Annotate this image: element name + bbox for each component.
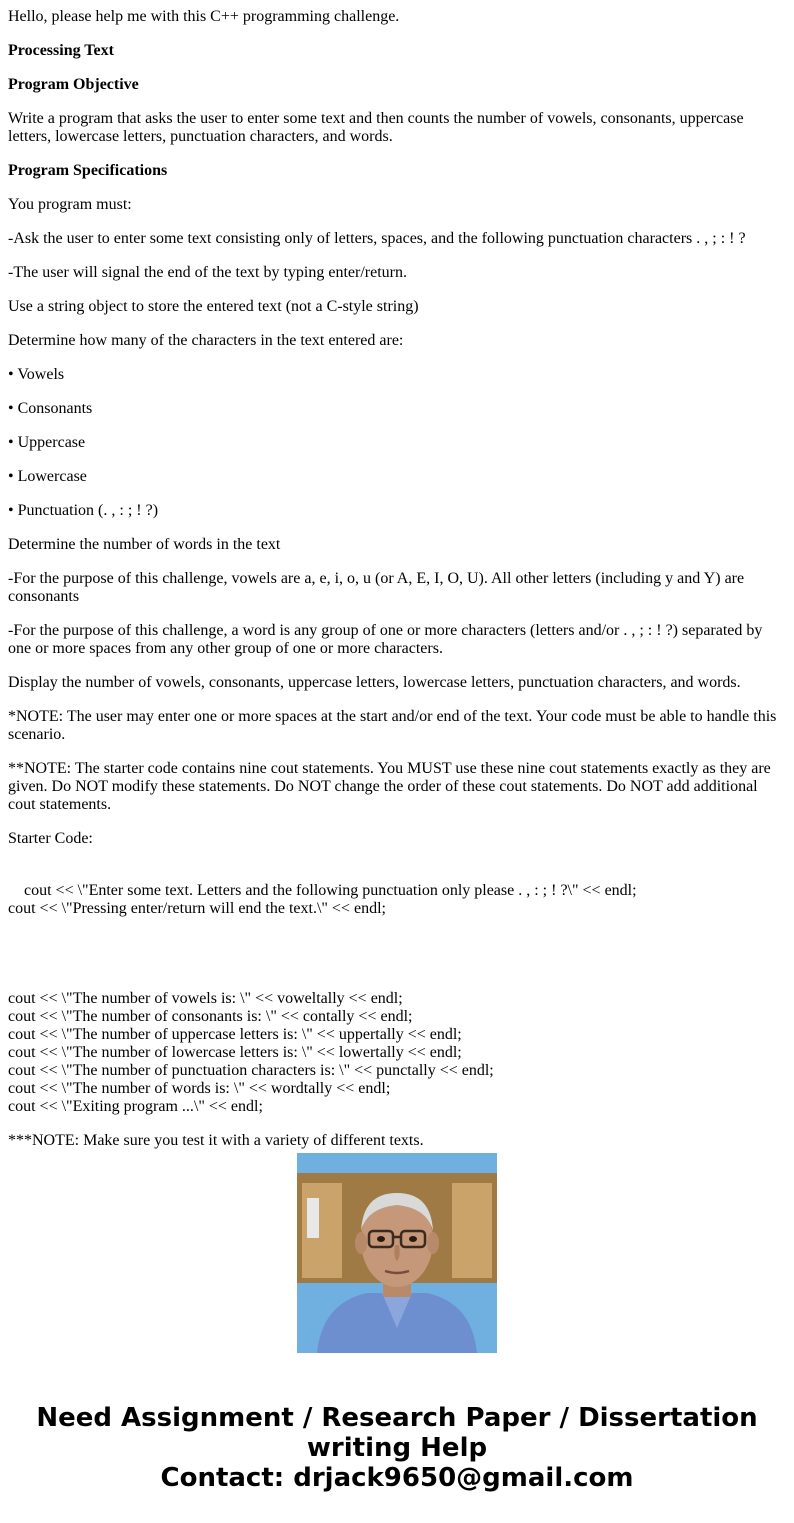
code-line-blank: [8, 918, 786, 936]
spec-determine: Determine how many of the characters in the text entered are:: [8, 332, 404, 349]
banner-line-2: writing Help: [306, 1433, 488, 1463]
category-uppercase: • Uppercase: [8, 434, 86, 451]
category-lowercase: • Lowercase: [8, 468, 87, 485]
tutor-photo: [297, 1153, 497, 1353]
tutor-portrait-image: [297, 1153, 497, 1353]
note-1: *NOTE: The user may enter one or more spaces at the start and/or end of the text. Your code must be able to handle this scenario.: [8, 708, 777, 743]
code-line-blank: [8, 954, 786, 972]
intro-text: Hello, please help me with this C++ programming challenge.: [8, 8, 400, 25]
banner-contact: Contact: drjack9650@gmail.com: [160, 1463, 634, 1493]
help-banner: [0, 1403, 794, 1493]
display-text: Display the number of vowels, consonants, uppercase letters, lowercase letters, punctuation characters, and words.: [8, 674, 741, 691]
spec-ask: -Ask the user to enter some text consisting only of letters, spaces, and the following punctuation characters . , ; : ! ?: [8, 230, 746, 247]
spec-signal: -The user will signal the end of the text by typing enter/return.: [8, 264, 407, 281]
objective-heading: Program Objective: [8, 76, 139, 93]
note-2: **NOTE: The starter code contains nine cout statements. You MUST use these nine cout statements exactly as they are given. Do NOT modify these statements. Do NOT change the order of these cout statements. Do NOT add additional cout statements.: [8, 760, 771, 813]
code-line: cout << \"Exiting program ...\" << endl;: [8, 1098, 263, 1115]
category-punctuation: • Punctuation (. , : ; ! ?): [8, 502, 159, 519]
code-line: cout << \"Pressing enter/return will end the text.\" << endl;: [8, 900, 386, 917]
category-vowels: • Vowels: [8, 366, 65, 383]
spec-string: Use a string object to store the entered text (not a C-style string): [8, 298, 419, 315]
problem-title: Processing Text: [8, 42, 114, 59]
code-line: cout << \"The number of vowels is: \" << voweltally << endl;: [8, 990, 403, 1007]
objective-text: Write a program that asks the user to enter some text and then counts the number of vowels, consonants, uppercase letters, lowercase letters, punctuation characters, and words.: [8, 110, 744, 145]
code-line-blank: [8, 864, 786, 882]
code-line: cout << \"The number of punctuation characters is: \" << punctally << endl;: [8, 1062, 494, 1079]
code-line: cout << \"The number of consonants is: \" << contally << endl;: [8, 1008, 413, 1025]
code-line-blank: [8, 972, 786, 990]
must-text: You program must:: [8, 196, 132, 213]
word-definition: -For the purpose of this challenge, a word is any group of one or more characters (letters and/or . , ; : ! ?) separated by one or more spaces from any other group of one or more characters.: [8, 622, 763, 657]
code-line: cout << \"The number of words is: \" << wordtally << endl;: [8, 1080, 391, 1097]
note-3: ***NOTE: Make sure you test it with a variety of different texts.: [8, 1132, 424, 1149]
question-document: [8, 0, 786, 1149]
vowel-definition: -For the purpose of this challenge, vowels are a, e, i, o, u (or A, E, I, O, U). All other letters (including y and Y) are consonants: [8, 570, 745, 605]
spec-words: Determine the number of words in the text: [8, 536, 281, 553]
specs-heading: Program Specifications: [8, 162, 168, 179]
code-line: cout << \"The number of uppercase letters is: \" << uppertally << endl;: [8, 1026, 462, 1043]
code-line: cout << \"The number of lowercase letters is: \" << lowertally << endl;: [8, 1044, 462, 1061]
category-consonants: • Consonants: [8, 400, 93, 417]
starter-code: [8, 864, 786, 1116]
code-line: cout << \"Enter some text. Letters and the following punctuation only please . , : ; ! ?\" << endl;: [8, 882, 637, 899]
banner-line-1: Need Assignment / Research Paper / Dissertation: [36, 1403, 758, 1433]
code-line-blank: [8, 936, 786, 954]
starter-code-label: Starter Code:: [8, 830, 93, 847]
